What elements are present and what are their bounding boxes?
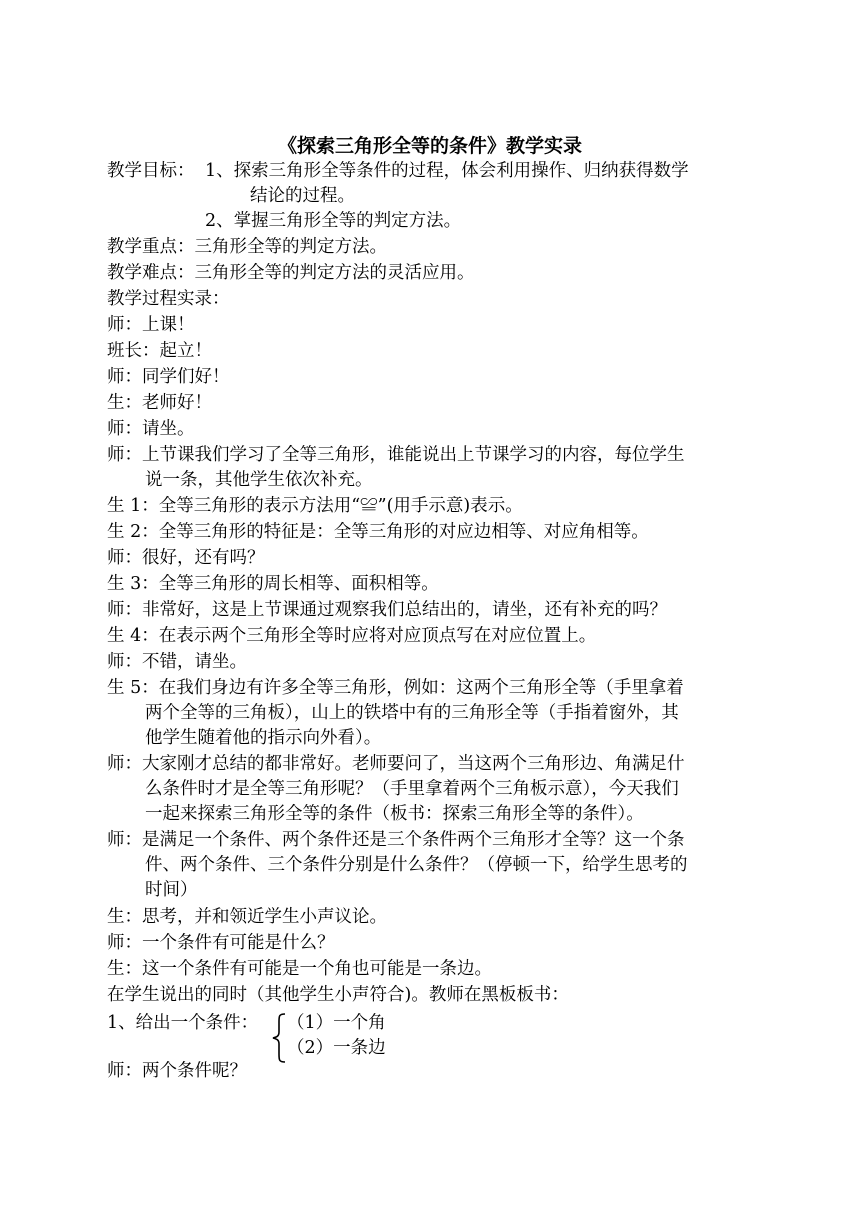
key-point: 教学重点：三角形全等的判定方法。 — [107, 237, 387, 257]
dialogue-line: 说一条，其他学生依次补充。 — [145, 470, 373, 490]
dialogue-line: 他学生随着他的指示向外看）。 — [145, 728, 382, 748]
dialogue-line: 师：上节课我们学习了全等三角形，谁能说出上节课学习的内容，每位学生 — [107, 445, 685, 465]
board-writing — [107, 1010, 507, 1066]
dialogue-line: 师：同学们好！ — [107, 367, 230, 387]
objectives-label: 教学目标： — [107, 161, 195, 181]
dialogue-line: 生：思考，并和领近学生小声议论。 — [107, 907, 387, 927]
objective-2: 2、掌握三角形全等的判定方法。 — [205, 211, 462, 231]
board-item-angle: （1）一个角 — [287, 1013, 386, 1033]
dialogue-line: 生：老师好！ — [107, 393, 212, 413]
dialogue-line: 师：不错，请坐。 — [107, 652, 247, 672]
dialogue-line: 在学生说出的同时（其他学生小声符合)。教师在黑板板书： — [107, 985, 569, 1005]
dialogue-line: 件、两个条件、三个条件分别是什么条件？（停顿一下，给学生思考的 — [145, 855, 688, 875]
difficulty: 教学难点：三角形全等的判定方法的灵活应用。 — [107, 263, 475, 283]
dialogue-line: 师：一个条件有可能是什么？ — [107, 933, 335, 953]
dialogue-line: 班长：起立！ — [107, 341, 212, 361]
dialogue-line: 师：是满足一个条件、两个条件还是三个条件两个三角形才全等？这一个条 — [107, 830, 685, 850]
dialogue-line: 两个全等的三角板），山上的铁塔中有的三角形全等（手指着窗外，其 — [145, 703, 679, 723]
dialogue-line: 师：上课！ — [107, 315, 195, 335]
board-item-side: （2）一条边 — [287, 1038, 386, 1058]
objective-1-line-2: 结论的过程。 — [250, 186, 355, 206]
objective-1-line-1: 1、探索三角形全等条件的过程，体会利用操作、归纳获得数学 — [205, 161, 689, 181]
dialogue-line: 师：请坐。 — [107, 419, 195, 439]
final-dialogue-line: 师：两个条件呢？ — [107, 1061, 247, 1081]
dialogue-line: 师：非常好，这是上节课通过观察我们总结出的，请坐，还有补充的吗？ — [107, 600, 667, 620]
dialogue-line: 师：大家刚才总结的都非常好。老师要问了，当这两个三角形边、角满足什 — [107, 754, 685, 774]
curly-brace-icon — [270, 1012, 288, 1064]
dialogue-line: 一起来探索三角形全等的条件（板书：探索三角形全等的条件）。 — [145, 804, 644, 824]
board-label: 1、给出一个条件： — [107, 1013, 259, 1033]
dialogue-line: 生 1：全等三角形的表示方法用“≌”(用手示意)表示。 — [107, 496, 523, 516]
dialogue-line: 生 2：全等三角形的特征是：全等三角形的对应边相等、对应角相等。 — [107, 522, 649, 542]
dialogue-line: 生 5：在我们身边有许多全等三角形，例如：这两个三角形全等（手里拿着 — [107, 678, 684, 698]
document-title: 《探索三角形全等的条件》教学实录 — [277, 135, 582, 157]
process-heading: 教学过程实录： — [107, 289, 230, 309]
dialogue-line: 师：很好，还有吗？ — [107, 548, 265, 568]
dialogue-line: 生 3：全等三角形的周长相等、面积相等。 — [107, 574, 439, 594]
dialogue-line: 么条件时才是全等三角形呢？（手里拿着两个三角板示意），今天我们 — [145, 779, 679, 799]
dialogue-line: 生：这一个条件有可能是一个角也可能是一条边。 — [107, 959, 492, 979]
dialogue-line: 生 4：在表示两个三角形全等时应将对应顶点写在对应位置上。 — [107, 626, 597, 646]
dialogue-line: 时间） — [145, 880, 198, 900]
